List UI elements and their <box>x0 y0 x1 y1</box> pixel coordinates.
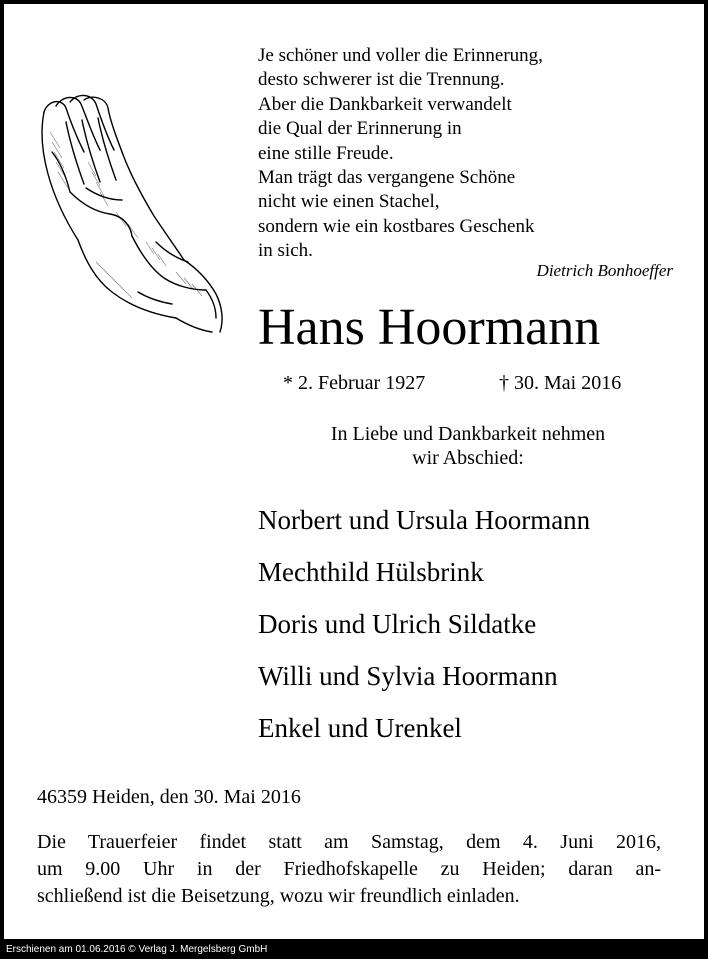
quote-line: Man trägt das vergangene Schöne <box>258 167 516 189</box>
deceased-name: Hans Hoormann <box>258 299 601 356</box>
place-date: 46359 Heiden, den 30. Mai 2016 <box>37 786 301 808</box>
publication-footer: Erschienen am 01.06.2016 © Verlag J. Mergelsberg GmbH <box>0 939 708 959</box>
quote-line: in sich. <box>258 240 313 262</box>
death-date: † 30. Mai 2016 <box>499 372 622 394</box>
quote-line: die Qual der Erinnerung in <box>258 118 462 140</box>
praying-hands-icon <box>26 92 246 337</box>
birth-date: * 2. Februar 1927 <box>283 372 426 394</box>
quote-line: nicht wie einen Stachel, <box>258 191 440 213</box>
quote-line: desto schwerer ist die Trennung. <box>258 69 505 91</box>
intro-line: wir Abschied: <box>412 447 524 469</box>
mourners-list <box>258 494 590 754</box>
quote-line: Aber die Dankbarkeit verwandelt <box>258 93 512 115</box>
quote-author: Dietrich Bonhoeffer <box>536 261 673 280</box>
bonhoeffer-quote <box>258 44 688 264</box>
farewell-intro <box>258 422 678 470</box>
mourner-entry: Norbert und Ursula Hoormann <box>258 505 591 535</box>
quote-line: Je schöner und voller die Erinnerung, <box>258 45 543 66</box>
mourner-entry: Enkel und Urenkel <box>258 713 462 743</box>
mourner-entry: Willi und Sylvia Hoormann <box>258 661 558 691</box>
notice-line: um 9.00 Uhr in der Friedhofskapelle zu Heiden; daran an- <box>37 858 661 880</box>
mourner-entry: Mechthild Hülsbrink <box>258 557 484 587</box>
mourner-entry: Doris und Ulrich Sildatke <box>258 609 537 639</box>
notice-line: Die Trauerfeier findet statt am Samstag, dem 4. Juni 2016, <box>37 831 661 853</box>
quote-line: eine stille Freude. <box>258 142 394 164</box>
intro-line: In Liebe und Dankbarkeit nehmen <box>330 423 606 445</box>
quote-line: sondern wie ein kostbares Geschenk <box>258 215 535 237</box>
notice-line: schließend ist die Beisetzung, wozu wir freundlich einladen. <box>37 885 520 907</box>
funeral-notice <box>37 829 661 910</box>
